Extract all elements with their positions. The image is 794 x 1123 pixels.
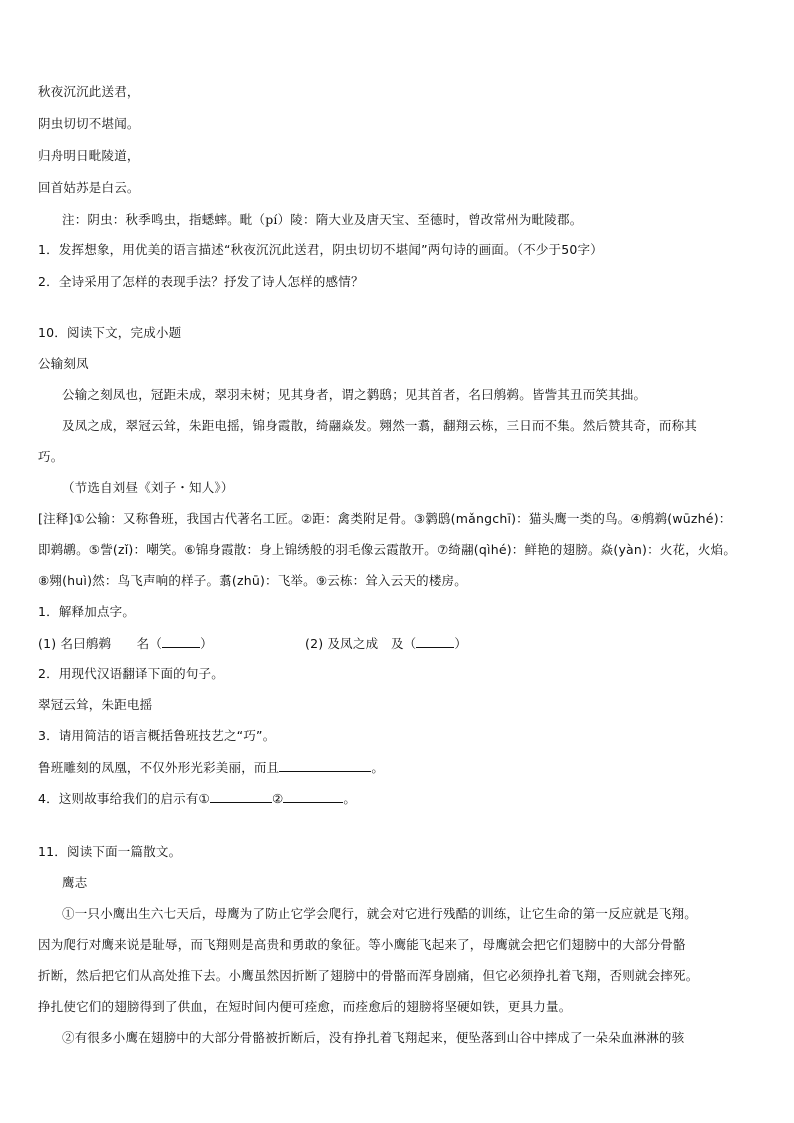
poem-note: 注：阴虫：秋季鸣虫，指蟋蟀。毗（pí）陵：隋大业及唐天宝、至德时，曾改常州为毗陵郡。 bbox=[62, 212, 583, 227]
q10-s1b-answer-blank[interactable] bbox=[416, 634, 454, 648]
q11-paragraph-1-line-2: 因为爬行对鹰来说是耻辱，而飞翔则是高贵和勇敢的象征。等小鹰能飞起来了，母鹰就会把它们翅膀中的大部分骨骼 bbox=[38, 937, 686, 952]
q11-paragraph-1-line-1: ①一只小鹰出生六七天后，母鹰为了防止它学会爬行，就会对它进行残酷的训练，让它生命的第一反应就是飞翔。 bbox=[62, 906, 698, 921]
q9-subquestion-1: 1．发挥想象，用优美的语言描述“秋夜沉沉此送君，阴虫切切不堪闻”两句诗的画面。（不少于50字） bbox=[38, 242, 603, 257]
q10-s4-prompt: 4．这则故事给我们的启示有① bbox=[38, 791, 210, 806]
q10-heading: 10．阅读下文，完成小题 bbox=[38, 325, 182, 340]
q10-paragraph-2-line-1: 及凤之成，翠冠云耸，朱距电摇，锦身霞散，绮翮焱发。翙然一翥，翻翔云栋，三日而不集。然后赞其奇，而称其 bbox=[62, 418, 698, 433]
q10-s4-mid: ② bbox=[271, 791, 284, 806]
q10-s1a-close: ） bbox=[200, 636, 213, 651]
q10-s1b-close: ） bbox=[454, 636, 468, 651]
q10-notes-line-3: ⑧翙(huì)然：鸟飞声响的样子。翥(zhū)：飞举。⑨云栋：耸入云天的楼房。 bbox=[38, 573, 467, 588]
q10-s3-answer-blank[interactable] bbox=[279, 758, 371, 772]
q10-source: （节选自刘昼《刘子・知人》） bbox=[62, 480, 234, 495]
q10-notes-line-2: 即鹈鹕。⑤訾(zǐ)：嘲笑。⑥锦身霞散：身上锦绣般的羽毛像云霞散开。⑦绮翮(qìhé)：鲜艳的翅膀。焱(yàn)：火花，火焰。 bbox=[38, 542, 737, 557]
q10-passage-title: 公输刻凤 bbox=[38, 356, 89, 371]
q11-paragraph-2-line-1: ②有很多小鹰在翅膀中的大部分骨骼被折断后，没有挣扎着飞翔起来，便坠落到山谷中摔成了一朵朵血淋淋的骇 bbox=[62, 1030, 685, 1045]
q10-subquestion-3: 3．请用简洁的语言概括鲁班技艺之“巧”。 bbox=[38, 728, 276, 743]
q10-subquestion-2: 2．用现代汉语翻译下面的句子。 bbox=[38, 666, 224, 681]
q11-passage-title: 鹰志 bbox=[62, 875, 88, 890]
q10-s4-answer-blank-1[interactable] bbox=[210, 789, 272, 803]
poem-line-1: 秋夜沉沉此送君， bbox=[38, 84, 140, 99]
q10-s4-end: 。 bbox=[343, 791, 357, 806]
q11-paragraph-1-line-4: 挣扎使它们的翅膀得到了供血，在短时间内便可痊愈，而痊愈后的翅膀将坚硬如铁，更具力量。 bbox=[38, 999, 572, 1014]
q10-s1a-answer-blank[interactable] bbox=[162, 634, 200, 648]
poem-line-3: 归舟明日毗陵道， bbox=[38, 148, 140, 163]
q10-s3-fill-line bbox=[38, 758, 384, 777]
q9-subquestion-2: 2．全诗采用了怎样的表现手法？抒发了诗人怎样的感情？ bbox=[38, 274, 364, 289]
q10-subquestion-1b bbox=[305, 634, 467, 653]
q10-s4-answer-blank-2[interactable] bbox=[283, 789, 343, 803]
q11-heading: 11．阅读下面一篇散文。 bbox=[38, 844, 182, 859]
q10-subquestion-4 bbox=[38, 789, 356, 808]
q10-subquestion-1: 1．解释加点字。 bbox=[38, 604, 136, 619]
q10-notes-line-1: [注释]①公输：又称鲁班，我国古代著名工匠。②距：禽类附足骨。③鹲鸱(mǎngchī)：猫头鹰一类的鸟。④鸼鹈(wūzhé)： bbox=[38, 511, 732, 526]
q10-s3-prompt: 鲁班雕刻的凤凰，不仅外形光彩美丽，而且 bbox=[38, 760, 280, 775]
poem-line-2: 阴虫切切不堪闻。 bbox=[38, 116, 140, 131]
q10-s3-end: 。 bbox=[371, 760, 385, 775]
q10-paragraph-2-line-2: 巧。 bbox=[38, 449, 64, 464]
q10-s1b-prompt: (2) 及凤之成 及（ bbox=[305, 636, 417, 651]
q10-subquestion-1a bbox=[38, 634, 213, 653]
q10-s2-sentence: 翠冠云耸，朱距电摇 bbox=[38, 697, 153, 712]
q10-s1a-prompt: (1) 名曰鸼鹈 名（ bbox=[38, 636, 163, 651]
poem-line-4: 回首姑苏是白云。 bbox=[38, 180, 140, 195]
q11-paragraph-1-line-3: 折断，然后把它们从高处推下去。小鹰虽然因折断了翅膀中的骨骼而浑身剧痛，但它必须挣扎着飞翔，否则就会摔死。 bbox=[38, 968, 699, 983]
q10-paragraph-1: 公输之刻凤也，冠距未成，翠羽未树；见其身者，谓之鹲鸱；见其首者，名曰鸼鹈。皆訾其丑而笑其拙。 bbox=[62, 387, 647, 402]
